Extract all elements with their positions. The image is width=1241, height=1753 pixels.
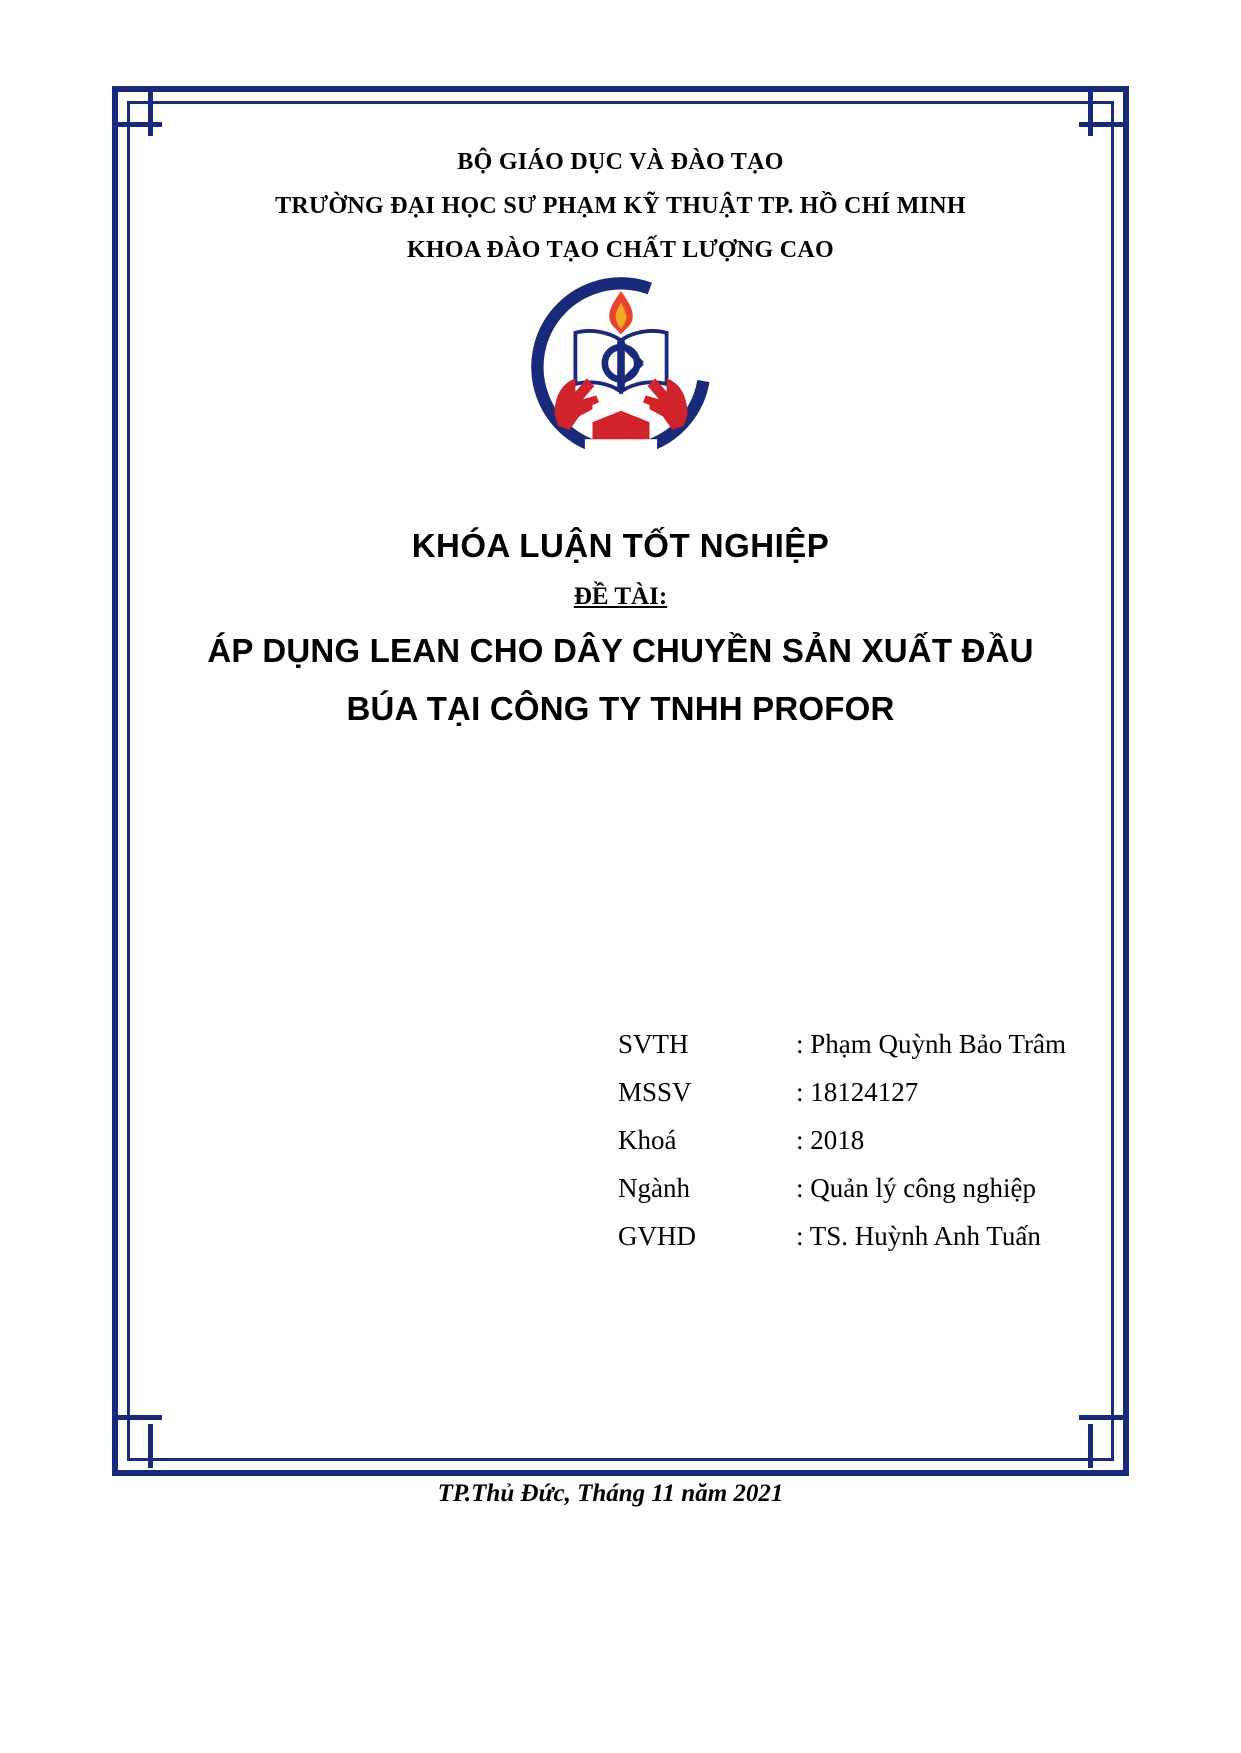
thesis-type-title: KHÓA LUẬN TỐT NGHIỆP <box>411 527 830 564</box>
corner-tick-top-left-vertical <box>148 92 153 136</box>
corner-tick-top-left-horizontal <box>118 122 162 127</box>
info-label-gvhd: GVHD <box>618 1221 696 1251</box>
info-row-mssv <box>618 1068 1066 1116</box>
info-label-mssv: MSSV <box>618 1077 692 1107</box>
corner-tick-top-right-vertical <box>1088 92 1093 136</box>
place-and-date: TP.Thủ Đức, Tháng 11 năm 2021 <box>437 1480 784 1507</box>
corner-tick-bottom-right-horizontal <box>1079 1415 1123 1420</box>
info-row-khoa <box>618 1116 1066 1164</box>
info-value-khoa: : 2018 <box>796 1125 865 1155</box>
info-row-gvhd <box>618 1212 1066 1260</box>
info-label-svth: SVTH <box>618 1029 689 1059</box>
logo-container <box>0 272 1241 462</box>
topic-label: ĐỀ TÀI: <box>573 583 668 610</box>
corner-tick-bottom-right-vertical <box>1088 1424 1093 1468</box>
info-value-svth: : Phạm Quỳnh Bảo Trâm <box>796 1029 1067 1059</box>
thesis-topic-line-1: ÁP DỤNG LEAN CHO DÂY CHUYỀN SẢN XUẤT ĐẦU <box>207 632 1034 669</box>
info-row-nganh <box>618 1164 1066 1212</box>
info-value-gvhd: : TS. Huỳnh Anh Tuấn <box>796 1221 1041 1251</box>
student-info-block <box>618 1020 1066 1260</box>
title-block <box>0 520 1241 738</box>
header-line-ministry: BỘ GIÁO DỤC VÀ ĐÀO TẠO <box>457 149 784 175</box>
corner-tick-top-right-horizontal <box>1079 122 1123 127</box>
info-label-nganh: Ngành <box>618 1173 690 1203</box>
info-value-nganh: : Quản lý công nghiệp <box>796 1173 1036 1203</box>
info-value-mssv: : 18124127 <box>796 1077 919 1107</box>
info-label-khoa: Khoá <box>618 1125 677 1155</box>
footer-block <box>0 1480 1241 1508</box>
document-header <box>0 140 1241 272</box>
university-logo-icon <box>526 272 716 462</box>
thesis-topic-line-2: BÚA TẠI CÔNG TY TNHH PROFOR <box>346 690 895 727</box>
corner-tick-bottom-left-vertical <box>148 1424 153 1468</box>
header-line-faculty: KHOA ĐÀO TẠO CHẤT LƯỢNG CAO <box>406 237 835 263</box>
header-line-university: TRƯỜNG ĐẠI HỌC SƯ PHẠM KỸ THUẬT TP. HỒ CHÍ MINH <box>275 193 966 219</box>
corner-tick-bottom-left-horizontal <box>118 1415 162 1420</box>
info-row-svth <box>618 1020 1066 1068</box>
